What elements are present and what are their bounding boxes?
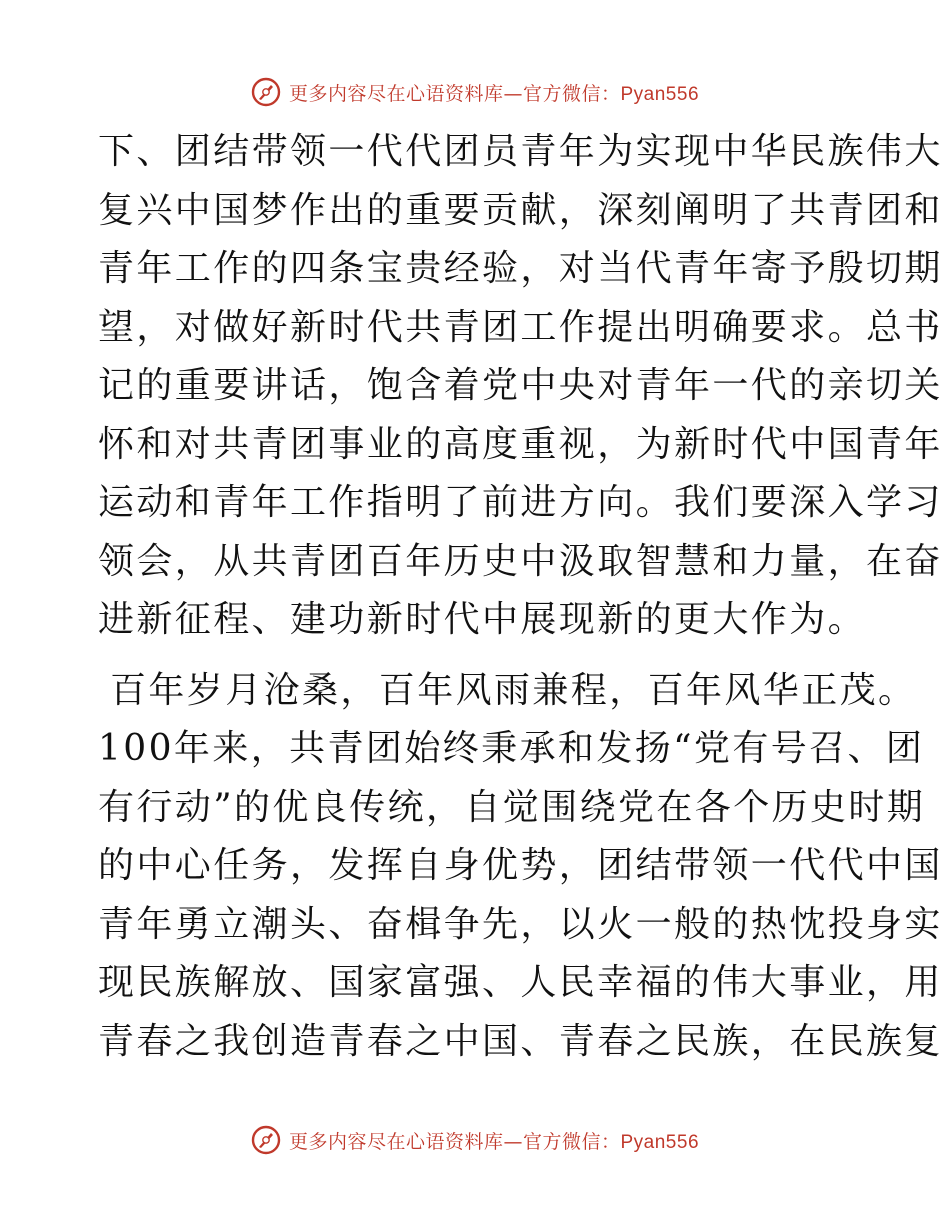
watermark-wechat-id: Pyan556 xyxy=(620,1131,700,1153)
watermark-text: 更多内容尽在心语资料库—官方微信： xyxy=(288,1130,621,1153)
text-line: 下、团结带领一代代团员青年为实现中华民族伟大 xyxy=(98,131,943,172)
text-line: 青春之我创造青春之中国、青春之民族，在民族复 xyxy=(98,1020,943,1062)
watermark-wechat-id: Pyan556 xyxy=(620,83,700,105)
header-watermark xyxy=(0,72,950,112)
feather-pen-circle-icon xyxy=(251,77,281,107)
text-line: 记的重要讲话，饱含着党中央对青年一代的亲切关 xyxy=(98,365,943,406)
feather-pen-circle-icon xyxy=(251,1125,281,1155)
text-line: 望，对做好新时代共青团工作提出明确要求。总书 xyxy=(98,306,943,348)
text-line: 进新征程、建功新时代中展现新的更大作为。 xyxy=(98,599,867,640)
document-body xyxy=(98,123,943,1071)
text-line: 怀和对共青团事业的高度重视，为新时代中国青年 xyxy=(98,423,943,465)
paragraph-2 xyxy=(98,662,943,1072)
text-line: 100年来，共青团始终秉承和发扬“党有号召、团 xyxy=(98,728,925,769)
text-line: 青年勇立潮头、奋楫争先，以火一般的热忱投身实 xyxy=(98,903,943,945)
footer-watermark xyxy=(0,1120,950,1160)
watermark-text: 更多内容尽在心语资料库—官方微信： xyxy=(288,82,621,105)
text-line: 百年岁月沧桑，百年风雨兼程，百年风华正茂。 xyxy=(110,669,917,711)
text-line: 领会，从共青团百年历史中汲取智慧和力量，在奋 xyxy=(98,540,943,582)
text-line: 复兴中国梦作出的重要贡献，深刻阐明了共青团和 xyxy=(98,189,943,231)
text-line: 现民族解放、国家富强、人民幸福的伟大事业，用 xyxy=(98,962,943,1003)
text-line: 运动和青年工作指明了前进方向。我们要深入学习 xyxy=(98,482,943,523)
paragraph-gap xyxy=(98,650,858,662)
text-line: 青年工作的四条宝贵经验，对当代青年寄予殷切期 xyxy=(98,248,943,289)
text-line: 有行动”的优良传统，自觉围绕党在各个历史时期 xyxy=(98,786,926,828)
paragraph-1 xyxy=(98,123,943,650)
text-line: 的中心任务，发挥自身优势，团结带领一代代中国 xyxy=(98,845,943,886)
